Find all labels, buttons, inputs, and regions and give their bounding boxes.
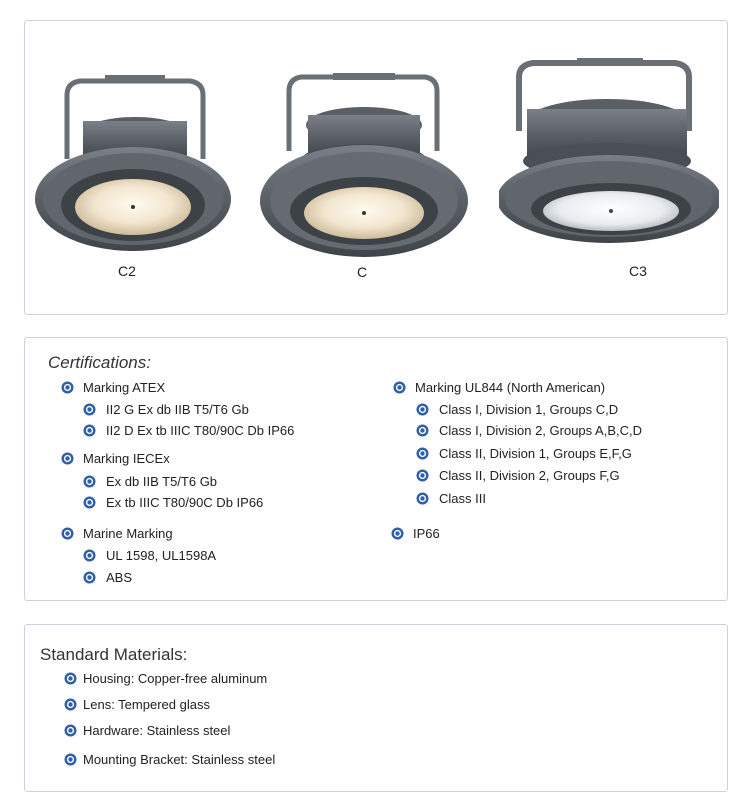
bullet-icon [393, 381, 406, 394]
bullet-icon [61, 381, 74, 394]
cert-item: Class III [439, 491, 486, 506]
bullet-icon [83, 549, 96, 562]
bullet-icon [83, 475, 96, 488]
bullet-icon [64, 698, 77, 711]
materials-title: Standard Materials: [40, 645, 188, 664]
cert-group-label: Marking IECEx [83, 451, 170, 466]
material-item: Mounting Bracket: Stainless steel [83, 752, 276, 767]
product-c2 [25, 21, 245, 279]
cert-item: Ex tb IIIC T80/90C Db IP66 [106, 495, 264, 510]
bullet-icon [83, 403, 96, 416]
cert-item: UL 1598, UL1598A [106, 548, 217, 563]
cert-item: Ex db IIB T5/T6 Gb [106, 474, 218, 489]
bullet-icon [83, 424, 96, 437]
cert-group-label: IP66 [413, 526, 440, 541]
certifications-panel [24, 337, 728, 601]
bullet-icon [83, 571, 96, 584]
bullet-icon [391, 527, 404, 540]
product-label-c2: C2 [118, 263, 136, 279]
c2-light-image [25, 21, 245, 271]
bullet-icon [416, 424, 429, 437]
products-panel [24, 20, 728, 315]
material-item: Housing: Copper-free aluminum [83, 671, 268, 686]
material-item: Hardware: Stainless steel [83, 723, 231, 738]
bullet-icon [64, 724, 77, 737]
product-label-c: C [357, 264, 368, 280]
cert-item: Class I, Division 2, Groups A,B,C,D [439, 423, 643, 438]
bullet-icon [61, 452, 74, 465]
cert-item: Class II, Division 1, Groups E,F,G [439, 446, 632, 461]
cert-item: II2 G Ex db IIB T5/T6 Gb [106, 402, 249, 417]
bullet-icon [416, 469, 429, 482]
materials-panel [24, 624, 728, 792]
product-c [253, 21, 473, 280]
bullet-icon [416, 492, 429, 505]
certifications-title: Certifications: [48, 353, 151, 372]
cert-group-label: Marine Marking [83, 526, 173, 541]
cert-group-label: Marking ATEX [83, 380, 166, 395]
product-label-c3: C3 [629, 263, 647, 279]
bullet-icon [416, 403, 429, 416]
cert-item: Class II, Division 2, Groups F,G [439, 468, 620, 483]
cert-group-label: Marking UL844 (North American) [415, 380, 606, 395]
bullet-icon [64, 672, 77, 685]
c3-light-image [499, 21, 719, 271]
cert-item: II2 D Ex tb IIIC T80/90C Db IP66 [106, 423, 295, 438]
product-c3 [499, 21, 719, 279]
bullet-icon [64, 753, 77, 766]
material-item: Lens: Tempered glass [83, 697, 210, 712]
cert-item: Class I, Division 1, Groups C,D [439, 402, 619, 417]
cert-item: ABS [106, 570, 133, 585]
bullet-icon [416, 447, 429, 460]
c-light-image [253, 21, 473, 271]
bullet-icon [61, 527, 74, 540]
bullet-icon [83, 496, 96, 509]
